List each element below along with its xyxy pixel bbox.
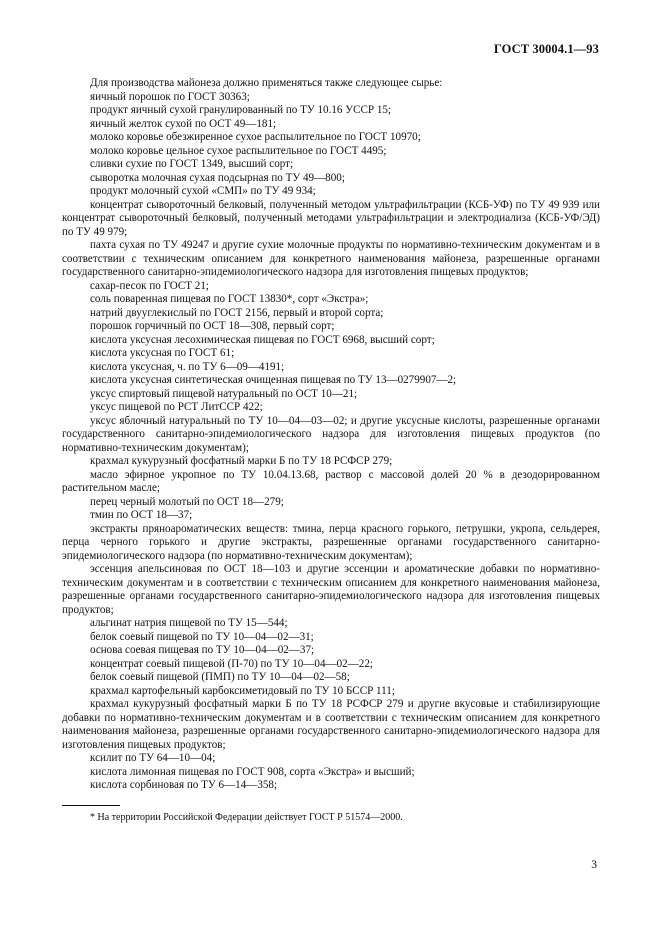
- paragraph: соль поваренная пищевая по ГОСТ 13830*, сорт «Экстра»;: [90, 293, 369, 305]
- paragraph: порошок горчичный по ОСТ 18—308, первый сорт;: [90, 320, 335, 332]
- paragraph: пахта сухая по ТУ 49247 и другие сухие молочные продукты по нормативно-техническим документам и в соответствии с техническим описанием для конкретного наименования майонеза, разрешенные органами государственного санитарно-эпидемиологического надзора для изготовления пищевых продуктов;: [62, 239, 600, 278]
- paragraph: экстракты пряноароматических веществ: тмина, перца красного горького, петрушки, укропа, сельдерея, перца черного горького и другие экстракты, разрешенные органами государственного санитарно-эпидемиологического надзора (по нормативно-техническим документам);: [62, 522, 600, 562]
- paragraph: кислота уксусная, ч. по ТУ 6—09—4191;: [90, 360, 285, 373]
- paragraph: сливки сухие по ГОСТ 1349, высший сорт;: [90, 158, 294, 170]
- paragraph: кислота уксусная по ГОСТ 61;: [90, 347, 235, 359]
- paragraph: ксилит по ТУ 64—10—04;: [90, 752, 216, 764]
- paragraph: крахмал кукурузный фосфатный марки Б по ТУ 18 РСФСР 279 и другие вкусовые и стабилизирующие добавки по нормативно-техническим документам и в соответствии с техническим описанием для конкретного наименования майонеза, разрешенные органами государственного санитарно-эпидемиологического надзора для изготовления пищевых продуктов;: [62, 698, 600, 751]
- paragraph: белок соевый пищевой (ПМП) по ТУ 10—04—02—58;: [90, 671, 350, 683]
- paragraph: Для производства майонеза должно применяться также следующее сырье:: [90, 77, 443, 89]
- paragraph: крахмал кукурузный фосфатный марки Б по ТУ 18 РСФСР 279;: [90, 455, 393, 467]
- paragraph: уксус яблочный натуральный по ТУ 10—04—03—02; и другие уксусные кислоты, разрешенные органами государственного санитарно-эпидемиологического надзора для изготовления пищевых продуктов (по нормативно-техническим документам);: [62, 414, 600, 454]
- document-body: [62, 77, 600, 793]
- paragraph: концентрат соевый пищевой (П-70) по ТУ 10—04—02—22;: [90, 657, 373, 670]
- paragraph: сыворотка молочная сухая подсырная по ТУ 49—800;: [90, 171, 345, 184]
- paragraph: кислота лимонная пищевая по ГОСТ 908, сорта «Экстра» и высший;: [90, 765, 415, 778]
- paragraph: натрий двууглекислый по ГОСТ 2156, первый и второй сорта;: [90, 306, 384, 319]
- paragraph: масло эфирное укропное по ТУ 10.04.13.68, раствор с массовой долей 20 % в дезодорированном растительном масле;: [62, 468, 600, 494]
- paragraph: кислота уксусная синтетическая очищенная пищевая по ТУ 13—0279907—2;: [90, 374, 457, 386]
- paragraph: яичный желток сухой по ОСТ 49—181;: [90, 117, 277, 130]
- paragraph: эссенция апельсиновая по ОСТ 18—103 и другие эссенции и ароматические добавки по нормативно-техническим документам и в соответствии с техническим описанием для конкретного наименования майонеза, разрешенные органами государственного санитарно-эпидемиологического надзора для изготовления пищевых продуктов;: [62, 563, 600, 616]
- paragraph: тмин по ОСТ 18—37;: [90, 509, 193, 521]
- paragraph: продукт молочный сухой «СМП» по ТУ 49 934;: [90, 185, 316, 197]
- paragraph: яичный порошок по ГОСТ 30363;: [90, 90, 250, 103]
- paragraph: сахар-песок по ГОСТ 21;: [90, 279, 209, 292]
- page-number: 3: [591, 859, 597, 871]
- paragraph: кислота сорбиновая по ТУ 6—14—358;: [90, 779, 278, 791]
- paragraph: молоко коровье обезжиренное сухое распылительное по ГОСТ 10970;: [90, 131, 421, 143]
- paragraph: молоко коровье цельное сухое распылительное по ГОСТ 4495;: [90, 144, 387, 157]
- paragraph: основа соевая пищевая по ТУ 10—04—02—37;: [90, 644, 315, 656]
- paragraph: концентрат сывороточный белковый, полученный методом ультрафильтрации (КСБ-УФ) по ТУ 49 939 или концентрат сывороточный белковый, полученный методами ультрафильтрации и электродиализа (КСБ-УФ/ЭД) по ТУ 49 979;: [62, 198, 600, 238]
- paragraph: уксус пищевой по РСТ ЛитССР 422;: [90, 401, 263, 413]
- footnote-divider: [62, 805, 120, 806]
- paragraph: уксус спиртовый пищевой натуральный по ОСТ 10—21;: [90, 387, 358, 400]
- paragraph: белок соевый пищевой по ТУ 10—04—02—31;: [90, 630, 314, 643]
- paragraph: альгинат натрия пищевой по ТУ 15—544;: [90, 617, 288, 629]
- paragraph: кислота уксусная лесохимическая пищевая по ГОСТ 6968, высший сорт;: [90, 333, 435, 346]
- paragraph: крахмал картофельный карбоксиметидовый по ТУ 10 БССР 111;: [90, 684, 395, 697]
- paragraph: перец черный молотый по ОСТ 18—279;: [90, 495, 284, 508]
- standard-number-header: ГОСТ 30004.1—93: [493, 42, 599, 56]
- footnote: * На территории Российской Федерации действует ГОСТ Р 51574—2000.: [90, 812, 403, 823]
- paragraph: продукт яичный сухой гранулированный по ТУ 10.16 УССР 15;: [90, 104, 391, 116]
